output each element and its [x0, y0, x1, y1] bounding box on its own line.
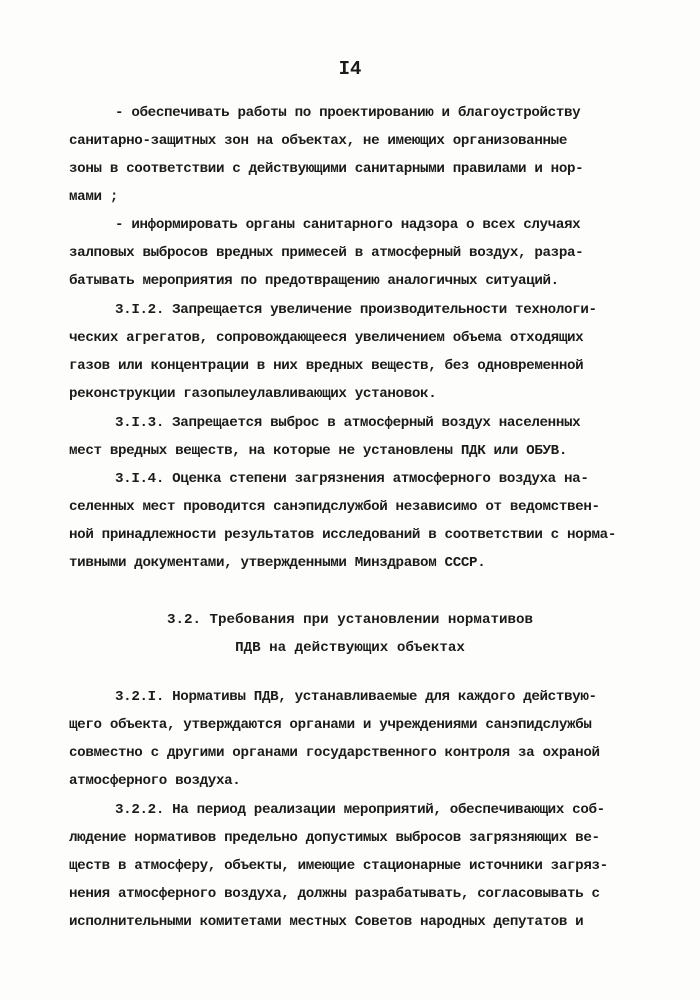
text-line: реконструкции газопылеулавливающих установок. — [69, 386, 437, 402]
text-line: мест вредных веществ, на которые не установлены ПДК или ОБУВ. — [69, 443, 567, 459]
text-line: ществ в атмосферу, объекты, имеющие стационарные источники загряз- — [69, 858, 608, 874]
text-line: санитарно-защитных зон на объектах, не имеющих организованные — [69, 133, 567, 149]
section-heading: 3.2. Требования при установлении нормативов — [166, 612, 534, 628]
text-line: совместно с другими органами государственного контроля за охраной — [69, 745, 600, 761]
text-line: ной принадлежности результатов исследований в соответствии с норма- — [69, 527, 616, 543]
text-line: залповых выбросов вредных примесей в атмосферный воздух, разра- — [69, 245, 584, 261]
text-line: селенных мест проводится санэпидслужбой независимо от ведомствен- — [69, 499, 600, 515]
text-line: зоны в соответствии с действующими санитарными правилами и нор- — [69, 161, 584, 177]
text-line: мами ; — [69, 189, 118, 205]
text-line: 3.I.3. Запрещается выброс в атмосферный воздух населенных — [115, 415, 581, 431]
text-line: атмосферного воздуха. — [69, 773, 241, 789]
text-line: 3.2.2. На период реализации мероприятий, обеспечивающих соб- — [115, 802, 605, 818]
text-line: щего объекта, утверждаются органами и учреждениями санэпидслужбы — [69, 717, 592, 733]
text-line: газов или концентрации в них вредных веществ, без одновременной — [69, 358, 584, 374]
text-line: 3.I.2. Запрещается увеличение производительности технологи- — [115, 302, 597, 318]
text-line: 3.2.I. Нормативы ПДВ, устанавливаемые для каждого действую- — [115, 689, 597, 705]
text-line: исполнительными комитетами местных Советов народных депутатов и — [69, 914, 584, 930]
text-line: людение нормативов предельно допустимых выбросов загрязняющих ве- — [69, 830, 600, 846]
section-heading: ПДВ на действующих объектах — [235, 640, 465, 656]
page-number: I4 — [338, 58, 362, 80]
text-line: - информировать органы санитарного надзора о всех случаях — [115, 217, 581, 233]
text-line: батывать мероприятия по предотвращению аналогичных ситуаций. — [69, 273, 559, 289]
text-line: - обеспечивать работы по проектированию и благоустройству — [115, 105, 581, 121]
text-line: нения атмосферного воздуха, должны разрабатывать, согласовывать с — [69, 886, 600, 902]
text-line: 3.I.4. Оценка степени загрязнения атмосферного воздуха на- — [115, 471, 589, 487]
text-line: ческих агрегатов, сопровождающееся увеличением объема отходящих — [69, 330, 584, 346]
text-line: тивными документами, утвержденными Минздравом СССР. — [69, 555, 486, 571]
